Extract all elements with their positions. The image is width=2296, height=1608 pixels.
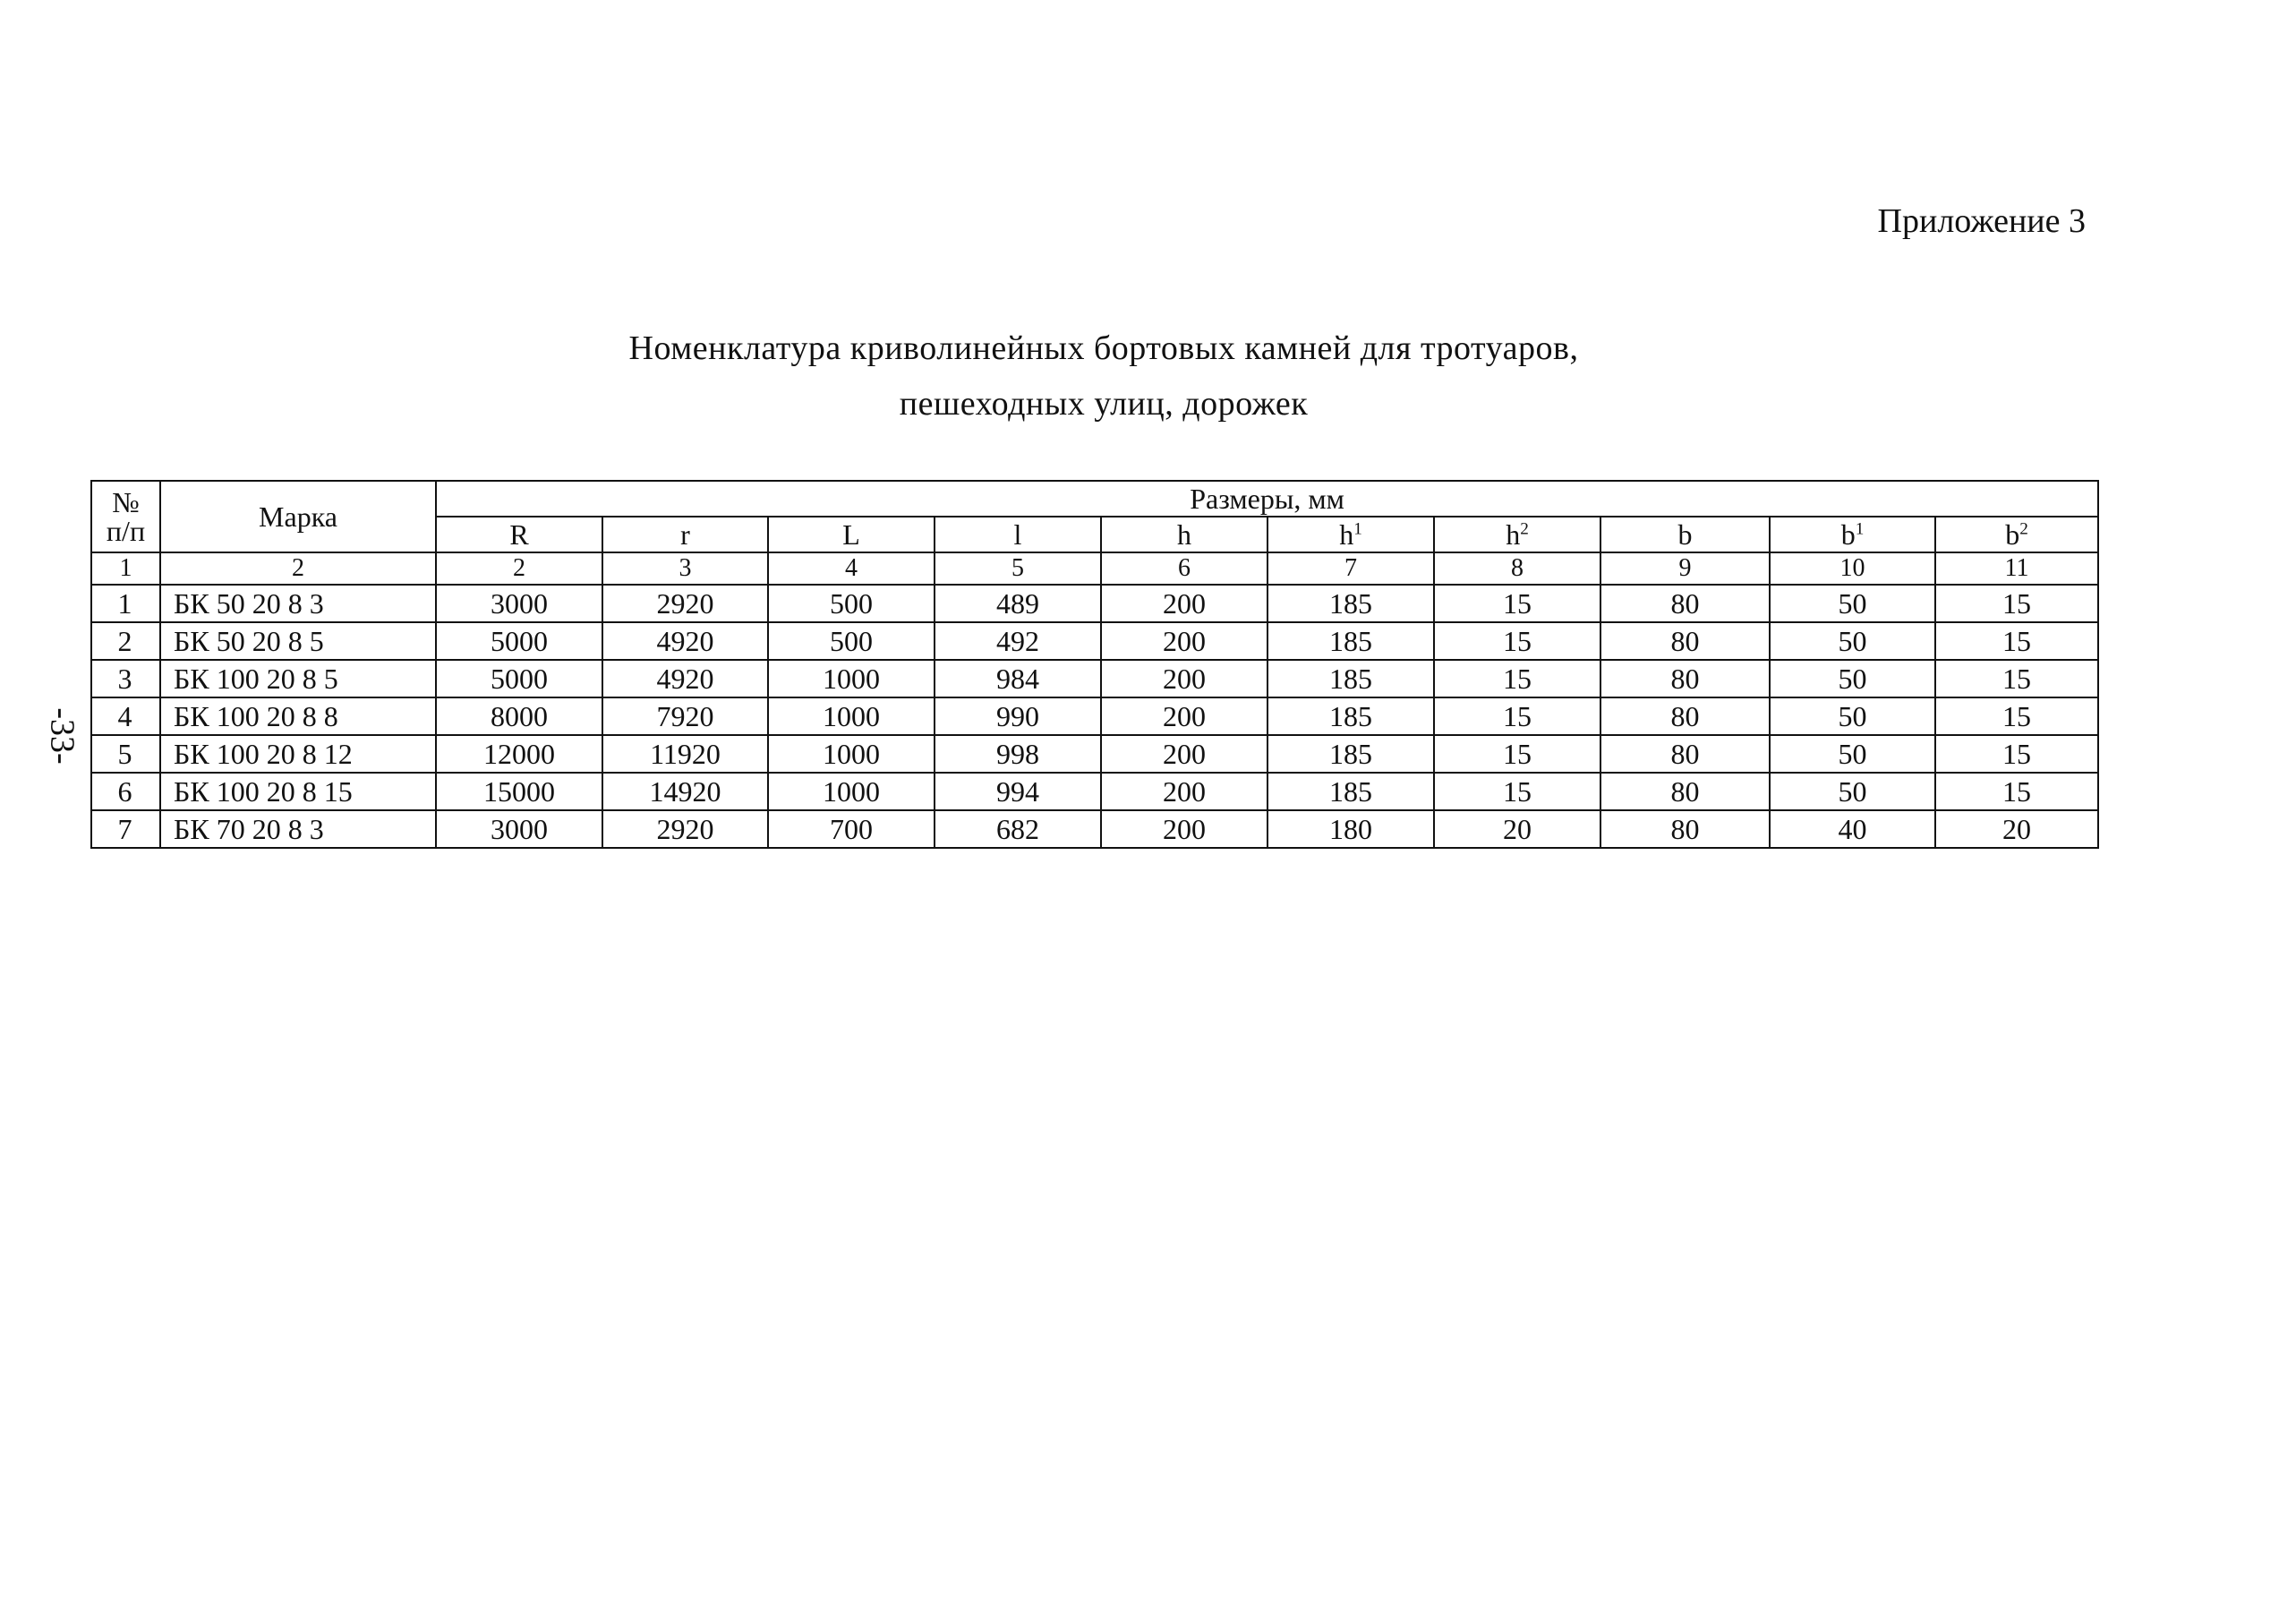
mark-cell: БК 100 20 8 8 <box>160 697 436 735</box>
dimension-cell: 4920 <box>602 622 768 660</box>
header-dim-4 <box>1101 517 1267 552</box>
header-no-abbrev: п/п <box>106 515 146 547</box>
dimension-cell: 15 <box>1935 660 2098 697</box>
header-dim-1 <box>602 517 768 552</box>
dimension-cell: 80 <box>1600 697 1770 735</box>
dimension-cell: 1000 <box>768 697 935 735</box>
dimension-cell: 1000 <box>768 735 935 773</box>
dimension-cell: 50 <box>1770 622 1935 660</box>
dimension-cell: 50 <box>1770 585 1935 622</box>
mark-cell: БК 70 20 8 3 <box>160 810 436 848</box>
header-dim-symbol: b <box>2005 518 2020 551</box>
header-dim-index: 2 <box>1520 519 1529 539</box>
mark-cell: БК 100 20 8 5 <box>160 660 436 697</box>
column-number-cell: 1 <box>91 552 160 585</box>
dimension-cell: 15 <box>1434 735 1600 773</box>
table-row <box>91 585 2098 622</box>
header-dim-symbol: r <box>680 518 690 551</box>
dimension-cell: 20 <box>1935 810 2098 848</box>
header-dim-6 <box>1434 517 1600 552</box>
header-dim-9 <box>1935 517 2098 552</box>
header-row-1 <box>91 481 2098 517</box>
dimension-cell: 185 <box>1267 773 1434 810</box>
column-number-cell: 8 <box>1434 552 1600 585</box>
dimension-cell: 682 <box>935 810 1101 848</box>
header-dim-index: 1 <box>1855 519 1865 539</box>
document-title-continuation: пешеходных улиц, дорожек <box>899 385 1309 423</box>
dimension-cell: 80 <box>1600 622 1770 660</box>
dimension-cell: 15 <box>1434 773 1600 810</box>
mark-cell: БК 50 20 8 5 <box>160 622 436 660</box>
dimension-cell: 2920 <box>602 585 768 622</box>
row-number-cell: 3 <box>91 660 160 697</box>
dimension-cell: 200 <box>1101 585 1267 622</box>
column-number-cell: 9 <box>1600 552 1770 585</box>
dimension-cell: 80 <box>1600 735 1770 773</box>
dimension-cell: 12000 <box>436 735 602 773</box>
dimension-cell: 489 <box>935 585 1101 622</box>
document-title: Номенклатура криволинейных бортовых камней для тротуаров, <box>628 329 1579 367</box>
dimension-cell: 15 <box>1935 622 2098 660</box>
column-number-cell: 4 <box>768 552 935 585</box>
header-dim-5 <box>1267 517 1434 552</box>
column-number-cell: 7 <box>1267 552 1434 585</box>
dimension-cell: 11920 <box>602 735 768 773</box>
header-dim-symbol: L <box>842 518 860 551</box>
mark-cell: БК 100 20 8 12 <box>160 735 436 773</box>
dimension-cell: 80 <box>1600 660 1770 697</box>
table-row <box>91 810 2098 848</box>
dimension-cell: 998 <box>935 735 1101 773</box>
dimension-cell: 200 <box>1101 622 1267 660</box>
page-number: -33- <box>44 707 81 765</box>
dimension-cell: 15 <box>1935 773 2098 810</box>
dimension-cell: 4920 <box>602 660 768 697</box>
dimension-cell: 50 <box>1770 660 1935 697</box>
header-dim-symbol: l <box>1013 518 1022 551</box>
row-number-cell: 7 <box>91 810 160 848</box>
dimension-cell: 14920 <box>602 773 768 810</box>
column-number-cell: 3 <box>602 552 768 585</box>
dimension-cell: 492 <box>935 622 1101 660</box>
mark-cell: БК 100 20 8 15 <box>160 773 436 810</box>
header-dim-symbol: h <box>1339 518 1354 551</box>
dimension-cell: 15 <box>1935 585 2098 622</box>
dimension-cell: 40 <box>1770 810 1935 848</box>
dimension-cell: 200 <box>1101 773 1267 810</box>
dimension-cell: 180 <box>1267 810 1434 848</box>
header-dim-7 <box>1600 517 1770 552</box>
dimension-cell: 20 <box>1434 810 1600 848</box>
dimension-cell: 5000 <box>436 622 602 660</box>
dimension-cell: 15 <box>1935 735 2098 773</box>
dimension-cell: 984 <box>935 660 1101 697</box>
table-row <box>91 773 2098 810</box>
dimension-cell: 5000 <box>436 660 602 697</box>
dimension-cell: 15 <box>1434 697 1600 735</box>
dimension-cell: 2920 <box>602 810 768 848</box>
table-row <box>91 697 2098 735</box>
dimension-cell: 3000 <box>436 585 602 622</box>
header-dim-0 <box>436 517 602 552</box>
row-number-cell: 5 <box>91 735 160 773</box>
row-number-cell: 6 <box>91 773 160 810</box>
table-row <box>91 735 2098 773</box>
dimension-cell: 7920 <box>602 697 768 735</box>
row-number-cell: 1 <box>91 585 160 622</box>
mark-cell: БК 50 20 8 3 <box>160 585 436 622</box>
table-row <box>91 660 2098 697</box>
dimension-cell: 200 <box>1101 810 1267 848</box>
dimension-cell: 8000 <box>436 697 602 735</box>
header-dim-8 <box>1770 517 1935 552</box>
dimension-cell: 990 <box>935 697 1101 735</box>
column-number-row <box>91 552 2098 585</box>
header-dim-2 <box>768 517 935 552</box>
dimension-cell: 185 <box>1267 622 1434 660</box>
dimension-cell: 500 <box>768 622 935 660</box>
column-number-cell: 2 <box>436 552 602 585</box>
dimension-cell: 80 <box>1600 773 1770 810</box>
dimension-cell: 185 <box>1267 660 1434 697</box>
dimension-cell: 15 <box>1935 697 2098 735</box>
header-no-symbol: № <box>112 486 140 518</box>
dimension-cell: 15000 <box>436 773 602 810</box>
column-number-cell: 6 <box>1101 552 1267 585</box>
dimension-cell: 185 <box>1267 585 1434 622</box>
dimension-cell: 500 <box>768 585 935 622</box>
column-number-cell: 5 <box>935 552 1101 585</box>
header-sizes: Размеры, мм <box>436 481 2098 517</box>
column-number-cell: 2 <box>160 552 436 585</box>
header-dim-symbol: h <box>1506 518 1521 551</box>
dimension-cell: 200 <box>1101 697 1267 735</box>
dimension-cell: 700 <box>768 810 935 848</box>
dimension-cell: 50 <box>1770 735 1935 773</box>
dimension-cell: 80 <box>1600 585 1770 622</box>
header-dim-3 <box>935 517 1101 552</box>
header-dim-symbol: b <box>1677 518 1693 551</box>
header-no <box>91 481 160 552</box>
header-dim-symbol: h <box>1177 518 1191 551</box>
dimension-cell: 50 <box>1770 773 1935 810</box>
dimension-cell: 80 <box>1600 810 1770 848</box>
header-mark: Марка <box>160 481 436 552</box>
dimension-cell: 15 <box>1434 585 1600 622</box>
dimension-cell: 185 <box>1267 697 1434 735</box>
dimension-cell: 3000 <box>436 810 602 848</box>
header-dim-symbol: R <box>509 518 529 551</box>
table-row <box>91 622 2098 660</box>
dimension-cell: 200 <box>1101 660 1267 697</box>
dimension-cell: 1000 <box>768 773 935 810</box>
header-dim-symbol: b <box>1840 518 1856 551</box>
column-number-cell: 10 <box>1770 552 1935 585</box>
nomenclature-table <box>90 480 2099 849</box>
dimension-cell: 1000 <box>768 660 935 697</box>
dimension-cell: 994 <box>935 773 1101 810</box>
dimension-cell: 200 <box>1101 735 1267 773</box>
appendix-label: Приложение 3 <box>1877 202 2086 240</box>
dimension-cell: 185 <box>1267 735 1434 773</box>
page-number-container <box>45 700 81 772</box>
row-number-cell: 2 <box>91 622 160 660</box>
column-number-cell: 11 <box>1935 552 2098 585</box>
header-dim-index: 1 <box>1353 519 1362 539</box>
row-number-cell: 4 <box>91 697 160 735</box>
dimension-cell: 50 <box>1770 697 1935 735</box>
header-dim-index: 2 <box>2019 519 2028 539</box>
dimension-cell: 15 <box>1434 660 1600 697</box>
dimension-cell: 15 <box>1434 622 1600 660</box>
